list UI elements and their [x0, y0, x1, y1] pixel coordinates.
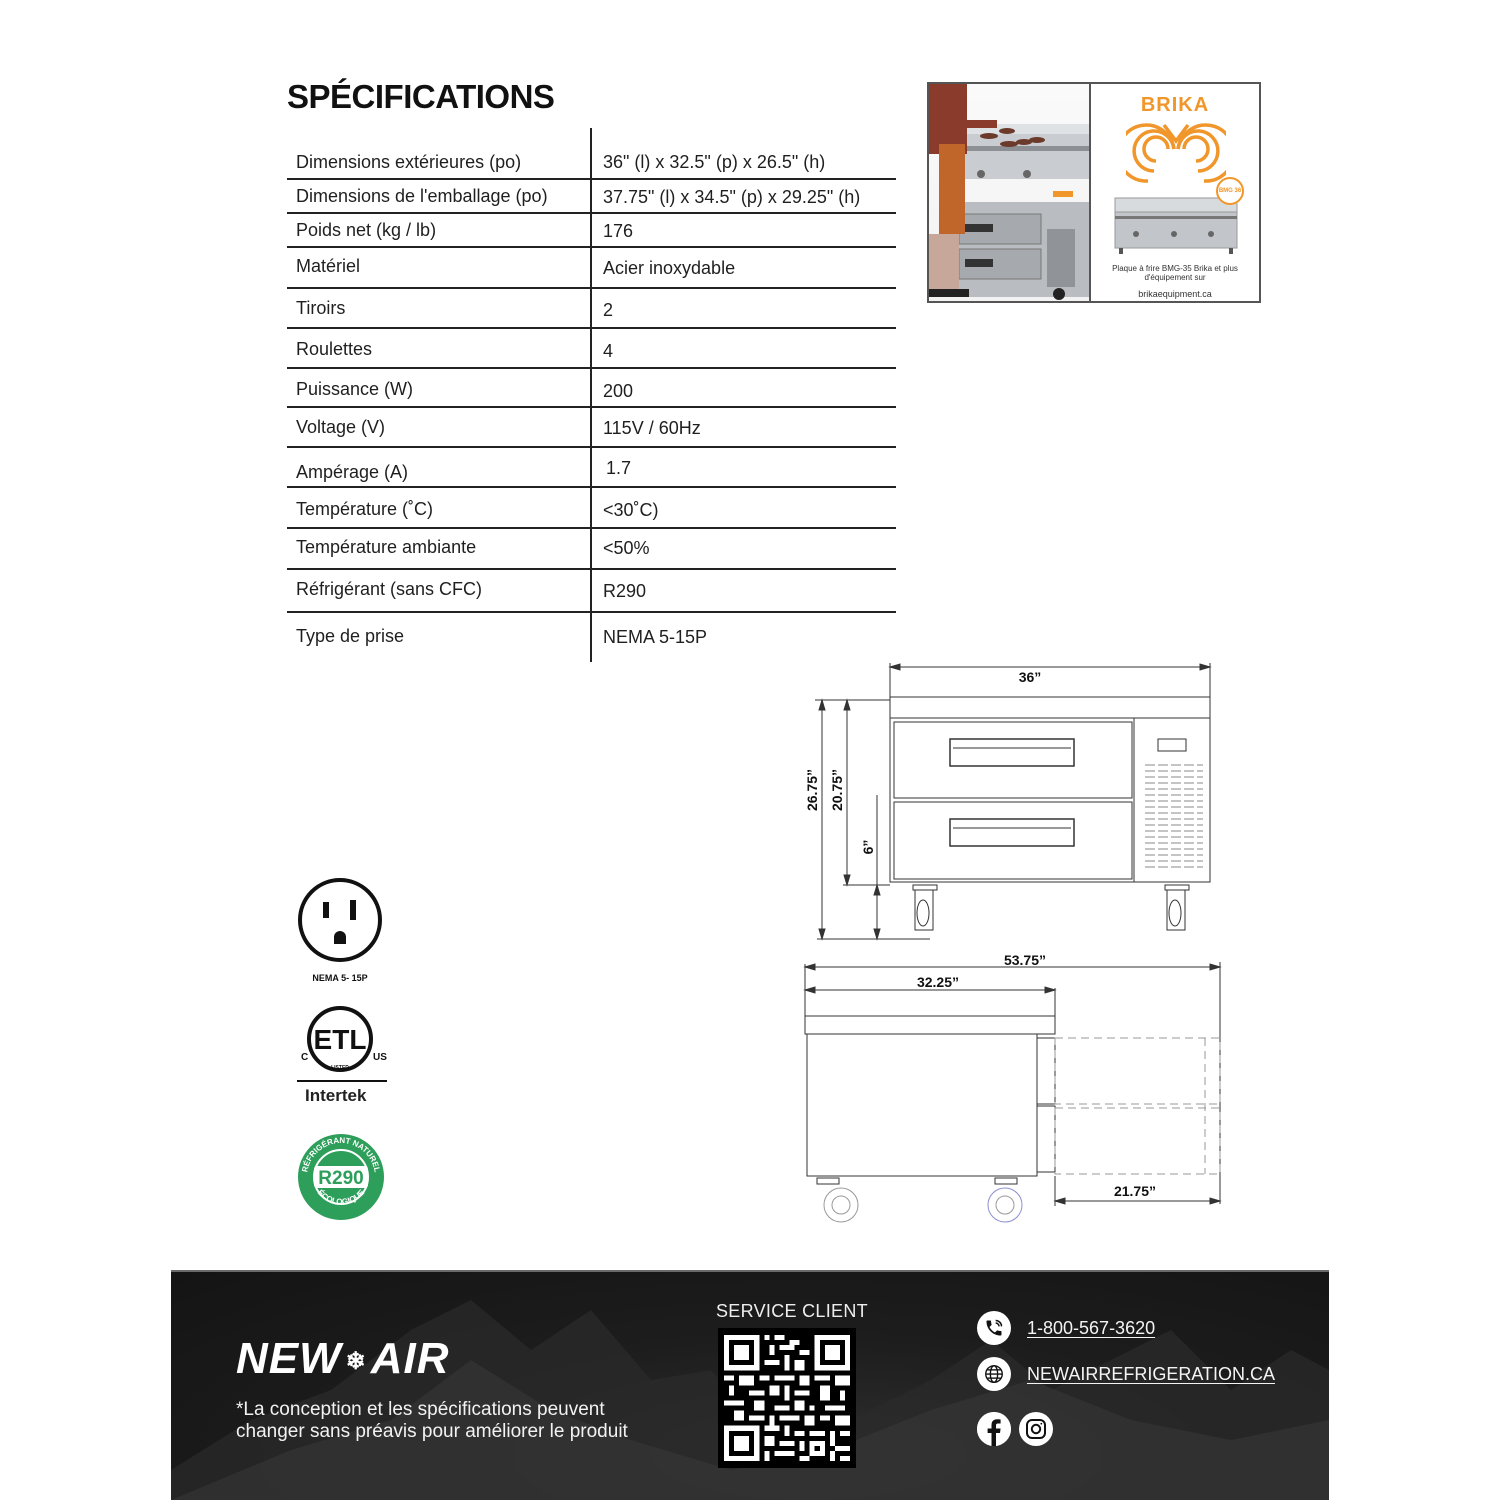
spec-value: <30˚C): [603, 500, 659, 520]
r290-ring-top: RÉFRIGÉRANT NATUREL: [300, 1135, 382, 1173]
intertek-label: Intertek: [305, 1086, 367, 1105]
globe-icon: [977, 1357, 1011, 1391]
spec-value: 176: [603, 221, 634, 241]
qr-code-icon: [724, 1334, 850, 1462]
phone-contact[interactable]: [977, 1311, 1155, 1345]
spec-value: 36" (l) x 32.5" (p) x 26.5" (h): [603, 152, 826, 172]
table-row: [287, 570, 896, 613]
instagram-icon[interactable]: [1019, 1412, 1053, 1446]
etl-c: C: [301, 1052, 309, 1063]
disclaimer: [236, 1399, 628, 1443]
r290-ring-bottom: ÉCOLOGIQUE: [315, 1187, 367, 1207]
product-photo: [929, 84, 1091, 301]
logo-part: NEW: [236, 1334, 342, 1383]
caption-line: d'équipement sur: [1144, 273, 1206, 282]
spec-value: 37.75" (l) x 34.5" (p) x 29.25" (h): [603, 187, 861, 207]
badge-text: BMG 36: [1218, 188, 1242, 194]
front-view-drawing: [795, 655, 1225, 950]
phone-link[interactable]: 1-800-567-3620: [1027, 1317, 1156, 1338]
table-row: [287, 248, 896, 289]
spec-label: Matériel: [296, 256, 361, 276]
nema-label: NEMA 5- 15P: [312, 973, 368, 983]
side-view-drawing: [795, 948, 1225, 1228]
table-row: [287, 408, 896, 448]
table-row: [287, 369, 896, 408]
nema-plug-icon: [290, 878, 390, 966]
spec-value: 2: [603, 300, 614, 320]
etl-listed: LISTED: [331, 1065, 349, 1071]
dim-body-height: 20.75”: [829, 768, 845, 812]
qr-code[interactable]: [718, 1328, 856, 1468]
website-link[interactable]: NEWAIRREFRIGERATION.CA: [1027, 1363, 1276, 1384]
phone-icon: [977, 1311, 1011, 1345]
etl-cert: [297, 1005, 397, 1105]
brika-promo-banner[interactable]: [927, 82, 1261, 303]
nema-plug-cert: [290, 878, 390, 983]
table-row: [287, 289, 896, 329]
spec-value: 115V / 60Hz: [603, 418, 701, 438]
spec-label: Tiroirs: [296, 298, 346, 318]
dim-leg-height: 6”: [860, 839, 876, 855]
table-row: [287, 128, 896, 180]
etl-listed-icon: [297, 1005, 397, 1077]
snowflake-icon: ❄: [345, 1347, 367, 1375]
spec-value: 4: [603, 341, 614, 361]
etl-us: US: [373, 1052, 387, 1063]
newair-logo: [236, 1334, 450, 1384]
spec-value: R290: [603, 581, 647, 601]
disclaimer-line: changer sans préavis pour améliorer le produit: [236, 1421, 628, 1442]
dim-drawer-extension: 21.75”: [1113, 1183, 1157, 1199]
spec-label: Ampérage (A): [296, 462, 409, 482]
promo-caption: [1091, 264, 1259, 282]
table-row: [287, 329, 896, 369]
spec-value: Acier inoxydable: [603, 258, 736, 278]
table-row: [287, 180, 896, 214]
logo-part: AIR: [370, 1334, 450, 1383]
social-links: [977, 1412, 1053, 1446]
spec-label: Puissance (W): [296, 379, 414, 399]
bmg36-badge: [1216, 177, 1244, 205]
facebook-icon[interactable]: [977, 1412, 1011, 1446]
etl-mark: ETL: [313, 1024, 367, 1055]
page-title: SPÉCIFICATIONS: [287, 78, 555, 115]
brika-url-link[interactable]: brikaequipment.ca: [1138, 289, 1212, 299]
spec-value: NEMA 5-15P: [603, 627, 708, 647]
service-client-title: SERVICE CLIENT: [716, 1301, 868, 1321]
spec-table: [287, 128, 896, 662]
dim-extended-depth: 53.75”: [1003, 952, 1047, 968]
etl-divider: [297, 1080, 387, 1082]
spec-label: Voltage (V): [296, 417, 386, 437]
footer: [171, 1270, 1329, 1500]
spec-label: Température (˚C): [296, 499, 434, 519]
spec-label: Dimensions de l'emballage (po): [296, 186, 548, 206]
spec-value: <50%: [603, 538, 650, 558]
spec-label: Roulettes: [296, 339, 373, 359]
spec-value: 200: [603, 381, 634, 401]
spec-label: Température ambiante: [296, 537, 477, 557]
dim-total-height: 26.75”: [804, 768, 820, 812]
r290-eco-badge-icon: [297, 1133, 387, 1223]
brika-logo: BRIKA: [1140, 94, 1210, 116]
brika-brand-panel: [1091, 84, 1259, 301]
table-row: [287, 488, 896, 529]
website-contact[interactable]: [977, 1357, 1275, 1391]
dim-depth: 32.25”: [916, 974, 960, 990]
spec-label: Poids net (kg / lb): [296, 220, 437, 240]
r290-cert: [297, 1133, 387, 1223]
spec-label: Type de prise: [296, 626, 405, 646]
spec-label: Dimensions extérieures (po): [296, 152, 522, 172]
spec-value: 1.7: [606, 458, 632, 478]
r290-text: R290: [318, 1168, 364, 1189]
dim-width: 36”: [1018, 669, 1042, 685]
brika-emblem-icon: [1126, 119, 1226, 187]
table-row: [287, 214, 896, 248]
caption-line: Plaque à frire BMG-35 Brika et plus: [1112, 264, 1238, 273]
spec-label: Réfrigérant (sans CFC): [296, 579, 483, 599]
table-row: [287, 529, 896, 570]
table-row: [287, 448, 896, 488]
disclaimer-line: *La conception et les spécifications peuvent: [236, 1399, 605, 1420]
